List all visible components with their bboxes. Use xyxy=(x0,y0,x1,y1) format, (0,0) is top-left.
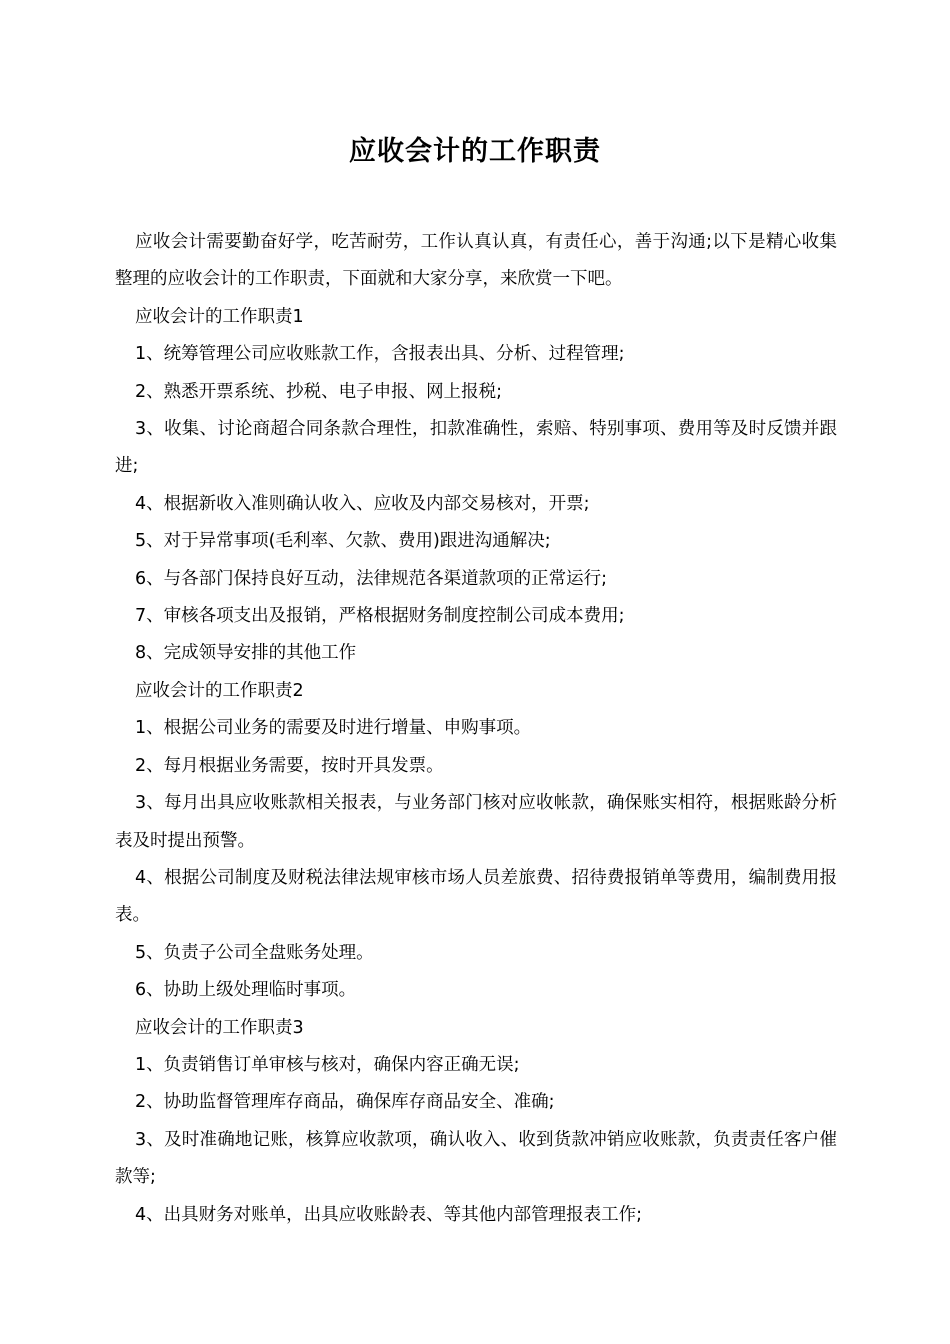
duty-item: 3、每月出具应收账款相关报表，与业务部门核对应收帐款，确保账实相符，根据账龄分析表及时提出预警。 xyxy=(115,793,837,851)
duty-item: 2、协助监督管理库存商品，确保库存商品安全、准确; xyxy=(135,1092,555,1113)
section-heading-3: 应收会计的工作职责3 xyxy=(135,1017,304,1038)
duty-item: 5、负责子公司全盘账务处理。 xyxy=(135,942,374,963)
duty-item: 2、每月根据业务需要，按时开具发票。 xyxy=(135,755,444,776)
section-heading-1: 应收会计的工作职责1 xyxy=(135,306,304,327)
section-heading-2: 应收会计的工作职责2 xyxy=(135,680,304,701)
duty-item: 7、审核各项支出及报销，严格根据财务制度控制公司成本费用; xyxy=(135,606,625,627)
duty-item: 8、完成领导安排的其他工作 xyxy=(135,643,357,664)
duty-item: 1、统筹管理公司应收账款工作，含报表出具、分析、过程管理; xyxy=(135,344,625,365)
duty-item: 6、与各部门保持良好互动，法律规范各渠道款项的正常运行; xyxy=(135,568,608,589)
duty-item: 4、根据公司制度及财税法律法规审核市场人员差旅费、招待费报销单等费用，编制费用报表。 xyxy=(115,867,837,926)
duty-item: 6、协助上级处理临时事项。 xyxy=(135,980,357,1001)
document-title: 应收会计的工作职责 xyxy=(349,136,601,167)
duty-item: 4、出具财务对账单，出具应收账龄表、等其他内部管理报表工作; xyxy=(135,1204,643,1225)
duty-item: 1、负责销售订单审核与核对，确保内容正确无误; xyxy=(135,1054,520,1075)
duty-item: 3、及时准确地记账，核算应收款项，确认收入、收到货款冲销应收账款，负责责任客户催款等; xyxy=(115,1129,837,1188)
document-body xyxy=(115,224,837,1234)
duty-item: 3、收集、讨论商超合同条款合理性，扣款准确性，索赔、特别事项、费用等及时反馈并跟进; xyxy=(115,419,837,477)
duty-item: 2、熟悉开票系统、抄税、电子申报、网上报税; xyxy=(135,381,503,402)
intro-paragraph: 应收会计需要勤奋好学，吃苦耐劳，工作认真认真，有责任心，善于沟通;以下是精心收集整理的应收会计的工作职责，下面就和大家分享，来欣赏一下吧。 xyxy=(115,232,837,290)
duty-item: 1、根据公司业务的需要及时进行增量、申购事项。 xyxy=(135,718,532,739)
duty-item: 5、对于异常事项(毛利率、欠款、费用)跟进沟通解决; xyxy=(135,531,551,552)
duty-item: 4、根据新收入准则确认收入、应收及内部交易核对，开票; xyxy=(135,493,590,514)
